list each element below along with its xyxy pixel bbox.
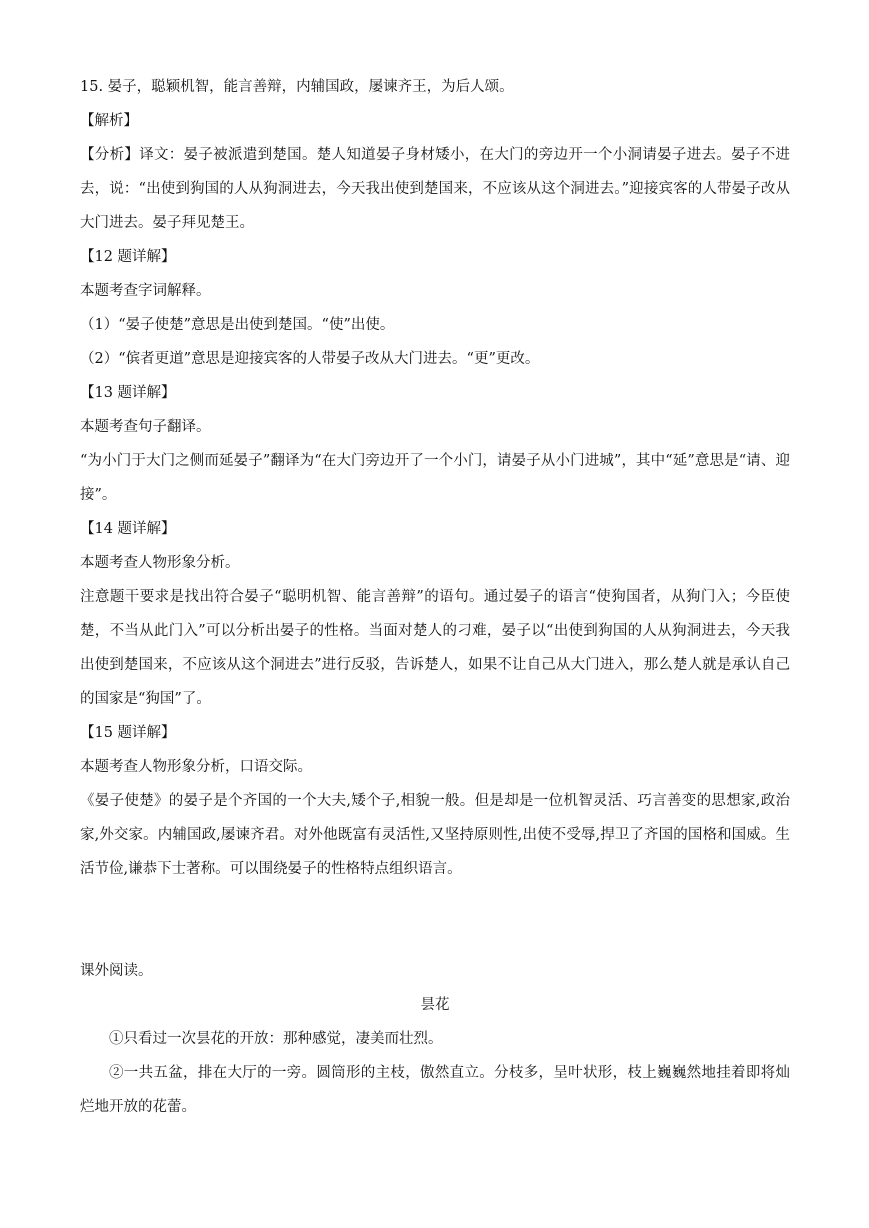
q12-intro: 本题考查字词解释。 [80, 283, 211, 299]
q15-intro: 本题考查人物形象分析，口语交际。 [80, 759, 312, 775]
reading-paragraph-1: ①只看过一次昙花的开放：那种感觉，凄美而壮烈。 [109, 1031, 443, 1047]
q15-heading: 【15 题详解】 [80, 725, 176, 741]
document-page [80, 70, 790, 1124]
q12-item-2: （2）“傧者更道”意思是迎接宾客的人带晏子改从大门进去。“更”更改。 [80, 351, 540, 367]
q12-heading: 【12 题详解】 [80, 249, 176, 265]
reading-paragraph-2: ②一共五盆，排在大厅的一旁。圆筒形的主枝，傲然直立。分枝多，呈叶状形，枝上巍巍然地挂着即将灿烂地开放的花蕾。 [80, 1065, 790, 1115]
q13-body: “为小门于大门之侧而延晏子”翻译为“在大门旁边开了一个小门，请晏子从小门进城”，其中“延”意思是“请、迎接”。 [80, 453, 790, 503]
q13-heading: 【13 题详解】 [80, 385, 176, 401]
answer-15: 15. 晏子，聪颖机智，能言善辩，内辅国政，屡谏齐王，为后人颂。 [80, 79, 514, 95]
reading-title: 昙花 [420, 997, 450, 1013]
q15-body: 《晏子使楚》的晏子是个齐国的一个大夫,矮个子,相貌一般。但是却是一位机智灵活、巧言善变的思想家,政治家,外交家。内辅国政,屡谏齐君。对外他既富有灵活性,又坚持原则性,出使不受辱,捍卫了齐国的国格和国威。生活节俭,谦恭下士著称。可以围绕晏子的性格特点组织语言。 [80, 793, 790, 877]
analysis-heading: 【解析】 [80, 113, 138, 129]
q14-intro: 本题考查人物形象分析。 [80, 555, 240, 571]
q13-intro: 本题考查句子翻译。 [80, 419, 211, 435]
analysis-paragraph: 【分析】译文：晏子被派遣到楚国。楚人知道晏子身材矮小，在大门的旁边开一个小洞请晏子进去。晏子不进去，说：“出使到狗国的人从狗洞进去，今天我出使到楚国来，不应该从这个洞进去。”迎接宾客的人带晏子改从大门进去。晏子拜见楚王。 [80, 147, 790, 231]
q12-item-1: （1）“晏子使楚”意思是出使到楚国。“使”出使。 [80, 317, 395, 333]
q14-body: 注意题干要求是找出符合晏子“聪明机智、能言善辩”的语句。通过晏子的语言“使狗国者，从狗门入；今臣使楚，不当从此门入”可以分析出晏子的性格。当面对楚人的刁难，晏子以“出使到狗国的人从狗洞进去，今天我出使到楚国来，不应该从这个洞进去”进行反驳，告诉楚人，如果不让自己从大门进入，那么楚人就是承认自己的国家是“狗国”了。 [80, 589, 790, 707]
section-gap [80, 886, 790, 954]
q14-heading: 【14 题详解】 [80, 521, 176, 537]
reading-label: 课外阅读。 [80, 963, 153, 979]
